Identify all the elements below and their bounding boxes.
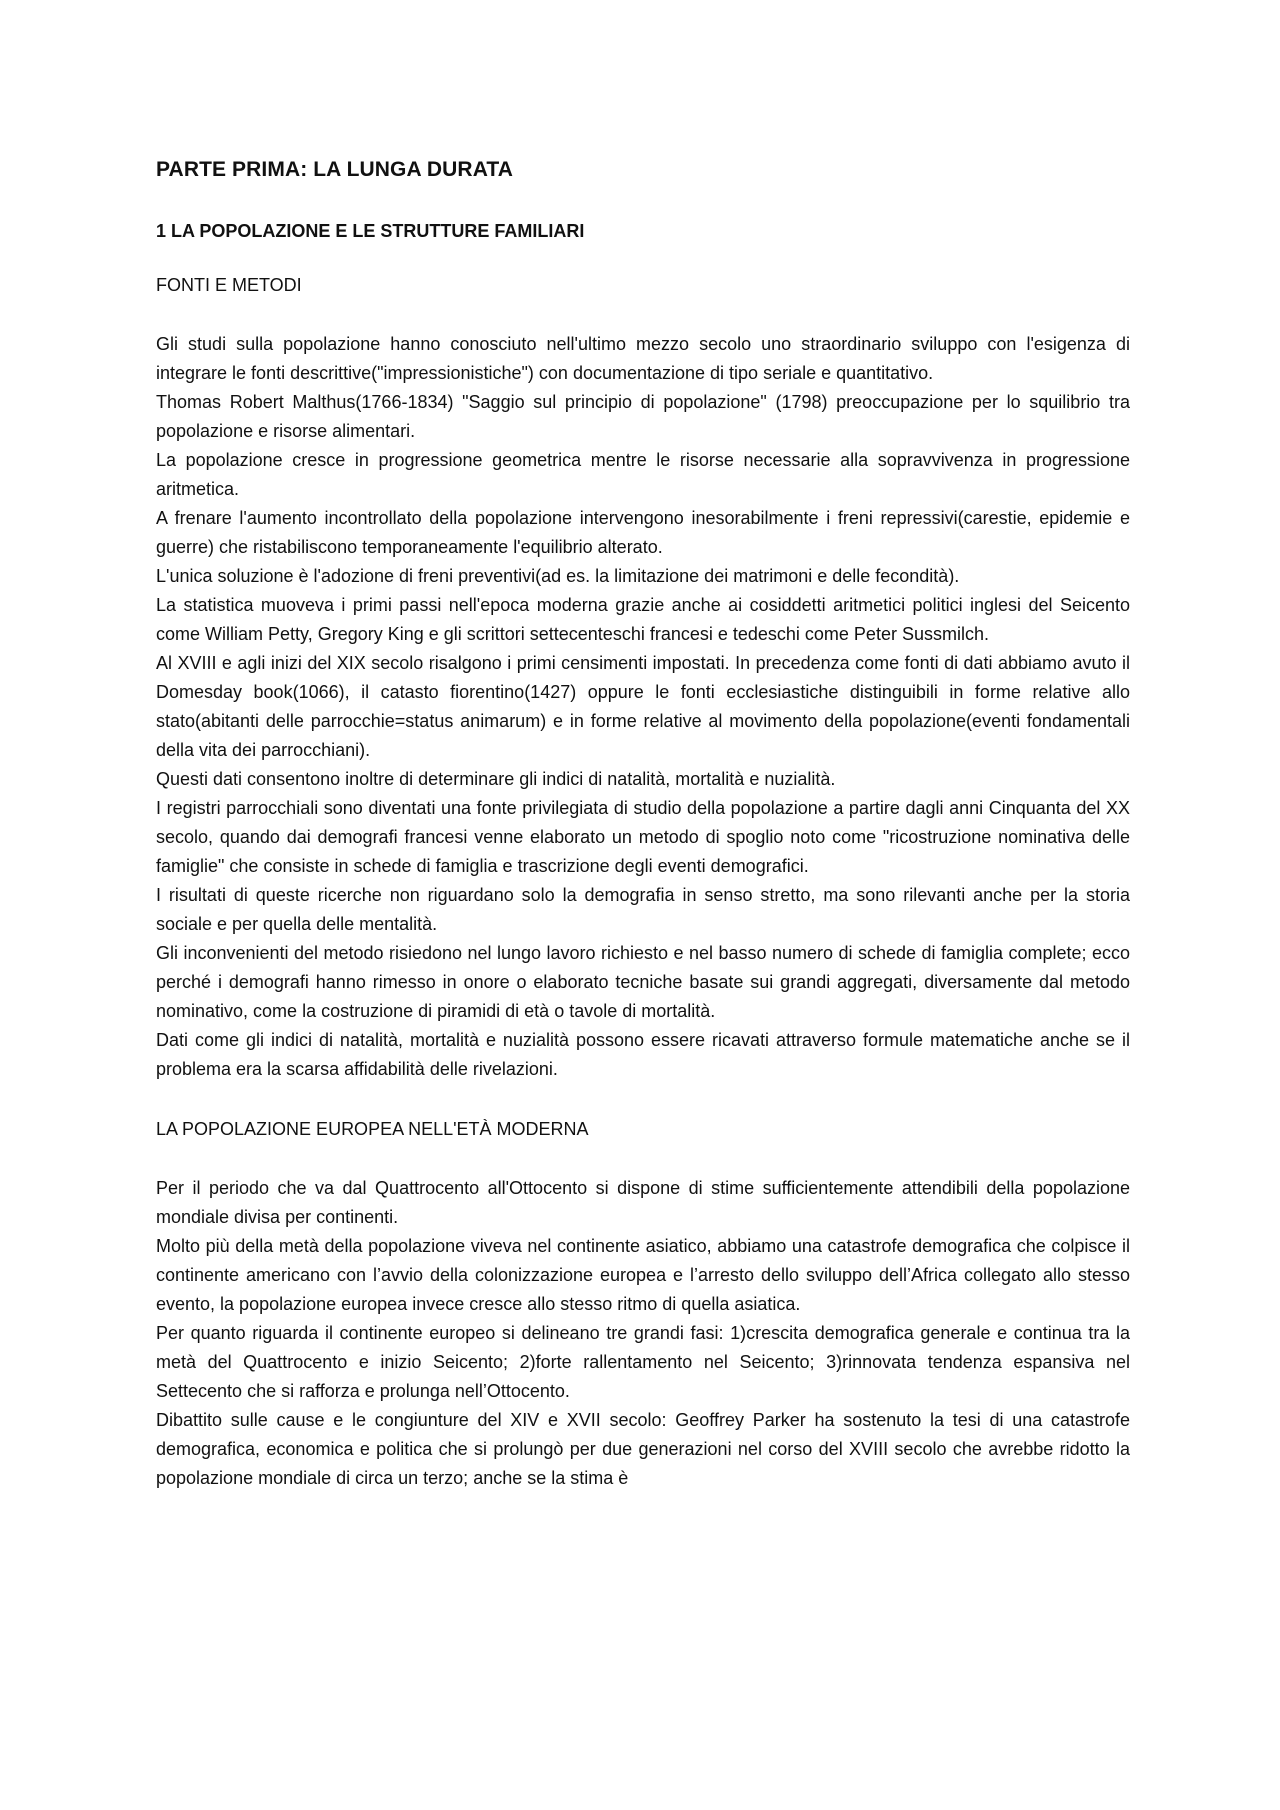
paragraph: La statistica muoveva i primi passi nell'epoca moderna grazie anche ai cosiddetti aritmetici politici inglesi del Seicento come William Petty, Gregory King e gli scrittori settecenteschi francesi e tedeschi come Peter Sussmilch. — [156, 595, 1130, 644]
paragraph: Per quanto riguarda il continente europeo si delineano tre grandi fasi: 1)crescita demografica generale e continua tra la metà del Quattrocento e inizio Seicento; 2)forte rallentamento nel Seicento; 3)rinnovata tendenza espansiva nel Settecento che si rafforza e prolunga nell’Ottocento. — [156, 1323, 1130, 1401]
paragraph: I risultati di queste ricerche non riguardano solo la demografia in senso stretto, ma sono rilevanti anche per la storia sociale e per quella delle mentalità. — [156, 885, 1130, 934]
paragraph: Per il periodo che va dal Quattrocento all'Ottocento si dispone di stime sufficientemente attendibili della popolazione mondiale divisa per continenti. — [156, 1178, 1130, 1227]
document-page — [156, 150, 1130, 1493]
paragraph: L'unica soluzione è l'adozione di freni preventivi(ad es. la limitazione dei matrimoni e delle fecondità). — [156, 566, 960, 586]
paragraph: Gli inconvenienti del metodo risiedono nel lungo lavoro richiesto e nel basso numero di schede di famiglia complete; ecco perché i demografi hanno rimesso in onore o elaborato tecniche basate sui grandi aggregati, diversamente dal metodo nominativo, come la costruzione di piramidi di età o tavole di mortalità. — [156, 943, 1130, 1021]
part-title: PARTE PRIMA: LA LUNGA DURATA — [156, 158, 514, 181]
paragraph: Thomas Robert Malthus(1766-1834) "Saggio sul principio di popolazione" (1798) preoccupazione per lo squilibrio tra popolazione e risorse alimentari. — [156, 392, 1130, 441]
paragraph: Al XVIII e agli inizi del XIX secolo risalgono i primi censimenti impostati. In precedenza come fonti di dati abbiamo avuto il Domesday book(1066), il catasto fiorentino(1427) oppure le fonti ecclesiastiche distinguibili in forme relative allo stato(abitanti delle parrocchie=status animarum) e in forme relative al movimento della popolazione(eventi fondamentali della vita dei parrocchiani). — [156, 653, 1130, 760]
paragraph: Questi dati consentono inoltre di determinare gli indici di natalità, mortalità e nuzialità. — [156, 769, 836, 789]
paragraph: Dibattito sulle cause e le congiunture del XIV e XVII secolo: Geoffrey Parker ha sostenuto la tesi di una catastrofe demografica, economica e politica che si prolungò per due generazioni nel corso del XVIII secolo che avrebbe ridotto la popolazione mondiale di circa un terzo; anche se la stima è — [156, 1410, 1130, 1488]
paragraph: Molto più della metà della popolazione viveva nel continente asiatico, abbiamo una catastrofe demografica che colpisce il continente americano con l’avvio della colonizzazione europea e l’arresto dello sviluppo dell’Africa collegato allo stesso evento, la popolazione europea invece cresce allo stesso ritmo di quella asiatica. — [156, 1236, 1130, 1314]
section-title-fonti-e-metodi: FONTI E METODI — [156, 275, 302, 295]
paragraph: A frenare l'aumento incontrollato della popolazione intervengono inesorabilmente i freni repressivi(carestie, epidemie e guerre) che ristabiliscono temporaneamente l'equilibrio alterato. — [156, 508, 1130, 557]
section-title-popolazione-europea: LA POPOLAZIONE EUROPEA NELL'ETÀ MODERNA — [156, 1119, 589, 1139]
paragraph: Gli studi sulla popolazione hanno conosciuto nell'ultimo mezzo secolo uno straordinario sviluppo con l'esigenza di integrare le fonti descrittive("impressionistiche") con documentazione di tipo seriale e quantitativo. — [156, 334, 1130, 383]
paragraph: I registri parrocchiali sono diventati una fonte privilegiata di studio della popolazione a partire dagli anni Cinquanta del XX secolo, quando dai demografi francesi venne elaborato un metodo di spoglio noto come "ricostruzione nominativa delle famiglie" che consiste in schede di famiglia e trascrizione degli eventi demografici. — [156, 798, 1130, 876]
section-body-popolazione-europea — [156, 1174, 1130, 1493]
section-body-fonti-e-metodi — [156, 330, 1130, 1084]
paragraph: La popolazione cresce in progressione geometrica mentre le risorse necessarie alla sopravvivenza in progressione aritmetica. — [156, 450, 1130, 499]
chapter-title: 1 LA POPOLAZIONE E LE STRUTTURE FAMILIARI — [156, 221, 585, 241]
paragraph: Dati come gli indici di natalità, mortalità e nuzialità possono essere ricavati attraverso formule matematiche anche se il problema era la scarsa affidabilità delle rivelazioni. — [156, 1030, 1130, 1079]
